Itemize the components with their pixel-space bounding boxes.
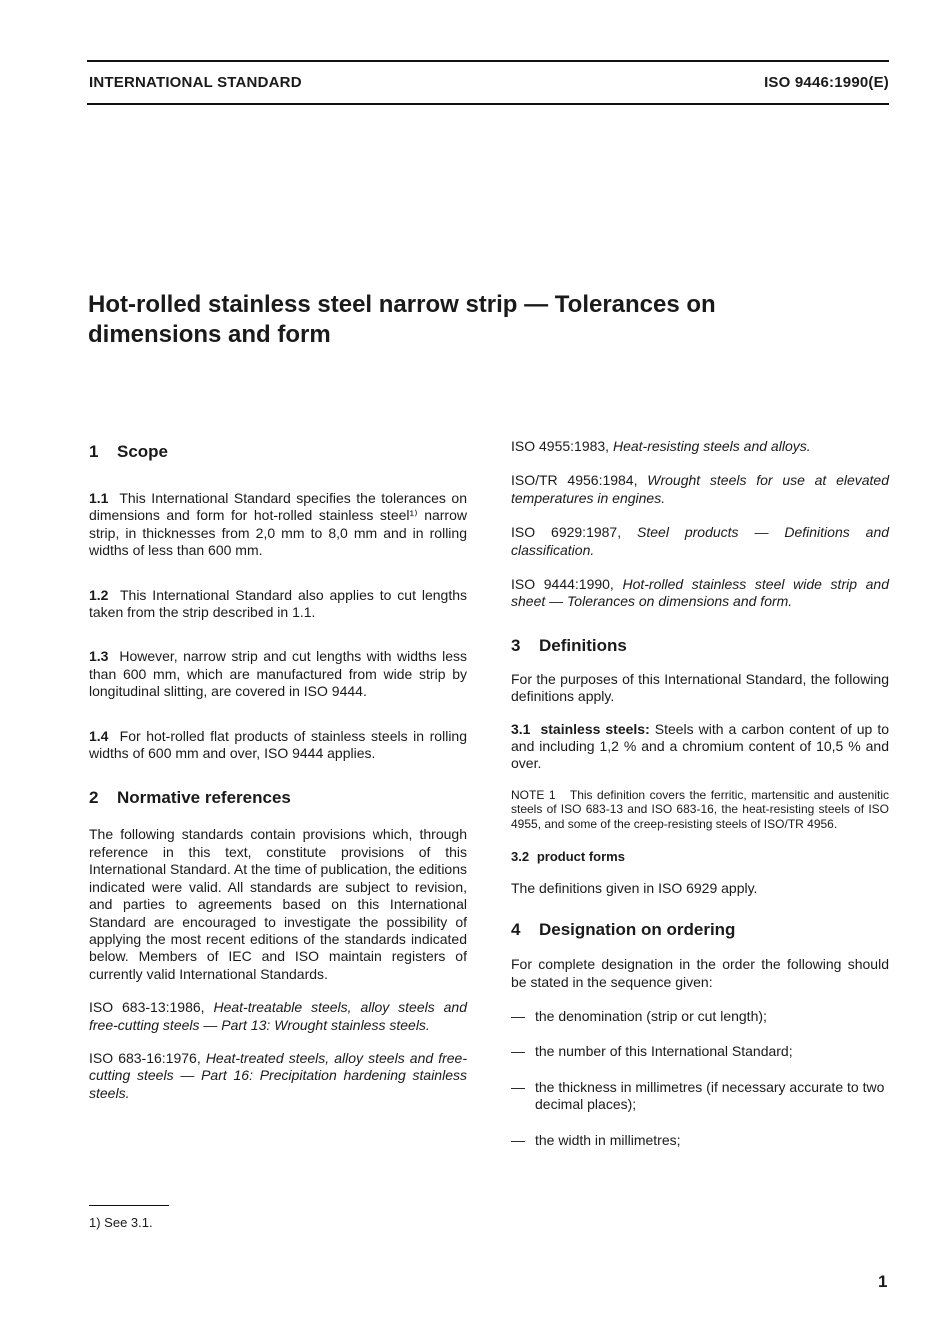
list-item (511, 1132, 889, 1149)
clause-text: This International Standard also applies to cut lengths taken from the strip described in 1.1. (89, 586, 467, 621)
reference-item (511, 576, 889, 611)
note-label: NOTE 1 (511, 787, 556, 802)
right-column (511, 438, 889, 1149)
footnote-rule (89, 1205, 169, 1206)
clause-number: 1.1 (89, 490, 109, 506)
definition-3-2-heading (511, 848, 889, 865)
dash-bullet: — (511, 1131, 525, 1148)
reference-title: Wrought steels for use at elevated temperatures in engines. (511, 472, 889, 506)
left-column (89, 438, 467, 1102)
reference-item (89, 999, 467, 1034)
section-2-heading (89, 787, 467, 809)
header-standard-number: ISO 9446:1990(E) (764, 74, 889, 91)
definitions-intro: For the purposes of this International Standard, the following definitions apply. (511, 670, 889, 705)
dash-bullet: — (511, 1078, 525, 1095)
reference-item (511, 472, 889, 507)
list-item-text: the denomination (strip or cut length); (535, 1008, 767, 1024)
note-text: This definition covers the ferritic, martensitic and austenitic steels of ISO 683-13 and ISO 683-16, the heat-resisting steels of ISO 4955, and some of the creep-resisting steels of ISO/TR 4956. (511, 787, 889, 831)
clause-number: 1.2 (89, 586, 109, 603)
clause-number: 3.2 (511, 849, 530, 865)
reference-code: ISO 9444:1990, (511, 576, 614, 593)
document-title: Hot-rolled stainless steel narrow strip — Tolerances on dimensions and form (88, 291, 716, 348)
clause-text: For hot-rolled flat products of stainless steels in rolling widths of 600 mm and over, ISO 9444 applies. (89, 727, 467, 762)
list-item-text: the thickness in millimetres (if necessary accurate to two decimal places); (535, 1078, 885, 1113)
list-item-text: the width in millimetres; (535, 1131, 681, 1148)
clause-number: 1.3 (89, 648, 109, 665)
note-1 (511, 788, 889, 832)
section-1-heading (89, 441, 467, 463)
clause-text: This International Standard specifies the tolerances on dimensions and form for hot-rolled stainless steel¹⁾ narrow strip, in thicknesses from 2,0 mm to 8,0 mm and in rolling widths of less than 600 mm. (89, 490, 467, 559)
reference-title: Hot-rolled stainless steel wide strip and sheet — Tolerances on dimensions and form. (511, 576, 889, 610)
reference-code: ISO 683-16:1976, (89, 1049, 201, 1066)
section-number: 1 (89, 442, 99, 461)
clause-1-4 (89, 728, 467, 763)
reference-code: ISO 683-13:1986, (89, 999, 205, 1016)
reference-title: Heat-treated steels, alloy steels and free-cutting steels — Part 16: Precipitation hardening stainless steels. (89, 1049, 468, 1101)
reference-title: Heat-treatable steels, alloy steels and free-cutting steels — Part 13: Wrought stainless steels. (89, 999, 468, 1033)
section-number: 2 (89, 788, 99, 808)
list-item-text: the number of this International Standard; (535, 1043, 793, 1060)
reference-code: ISO 4955:1983, (511, 438, 610, 454)
section-number: 3 (511, 635, 521, 655)
reference-item (511, 438, 889, 455)
section-4-heading (511, 919, 889, 941)
reference-title: Heat-resisting steels and alloys. (612, 438, 811, 454)
list-item (511, 1043, 889, 1060)
section-title: Definitions (539, 635, 627, 655)
clause-number: 1.4 (89, 727, 109, 744)
list-item (511, 1008, 889, 1025)
footnote: 1) See 3.1. (89, 1215, 153, 1230)
section-title: Scope (117, 442, 169, 461)
normative-intro: The following standards contain provisions which, through reference in this text, constitute provisions of this International Standard. At the time of publication, the editions indicated were valid. All standards are subject to revision, and parties to agreements based on this International Standard are encouraged to investigate the possibility of applying the most recent editions of the standards indicated below. Members of IEC and ISO maintain registers of currently valid International Standards. (89, 826, 467, 982)
definition-term: stainless steels: (540, 720, 650, 737)
section-title: Designation on ordering (539, 920, 736, 940)
clause-1-3 (89, 648, 467, 700)
reference-item (89, 1050, 467, 1102)
clause-1-2 (89, 587, 467, 622)
header-top-rule (87, 60, 889, 62)
clause-1-1 (89, 490, 467, 560)
section-number: 4 (511, 920, 521, 940)
header-bottom-rule (87, 103, 889, 105)
clause-number: 3.1 (511, 720, 531, 737)
reference-code: ISO 6929:1987, (511, 524, 622, 541)
dash-bullet: — (511, 1008, 525, 1024)
reference-item (511, 524, 889, 559)
definition-3-1 (511, 721, 889, 773)
header-standard-type: INTERNATIONAL STANDARD (89, 74, 302, 91)
definition-3-2-text: The definitions given in ISO 6929 apply. (511, 879, 758, 896)
designation-intro: For complete designation in the order the following should be stated in the sequence given: (511, 956, 889, 990)
definition-term: product forms (536, 849, 625, 865)
reference-code: ISO/TR 4956:1984, (511, 472, 638, 489)
definition-text: Steels with a carbon content of up to and including 1,2 % and a chromium content of 10,5 % and over. (511, 720, 889, 772)
section-3-heading (511, 635, 889, 657)
list-item (511, 1079, 889, 1114)
reference-title: Steel products — Definitions and classification. (511, 524, 890, 558)
dash-bullet: — (511, 1043, 525, 1060)
page-number: 1 (878, 1272, 888, 1291)
clause-text: However, narrow strip and cut lengths with widths less than 600 mm, which are manufactured from wide strip by longitudinal slitting, are covered in ISO 9444. (89, 648, 467, 700)
section-title: Normative references (117, 788, 291, 808)
